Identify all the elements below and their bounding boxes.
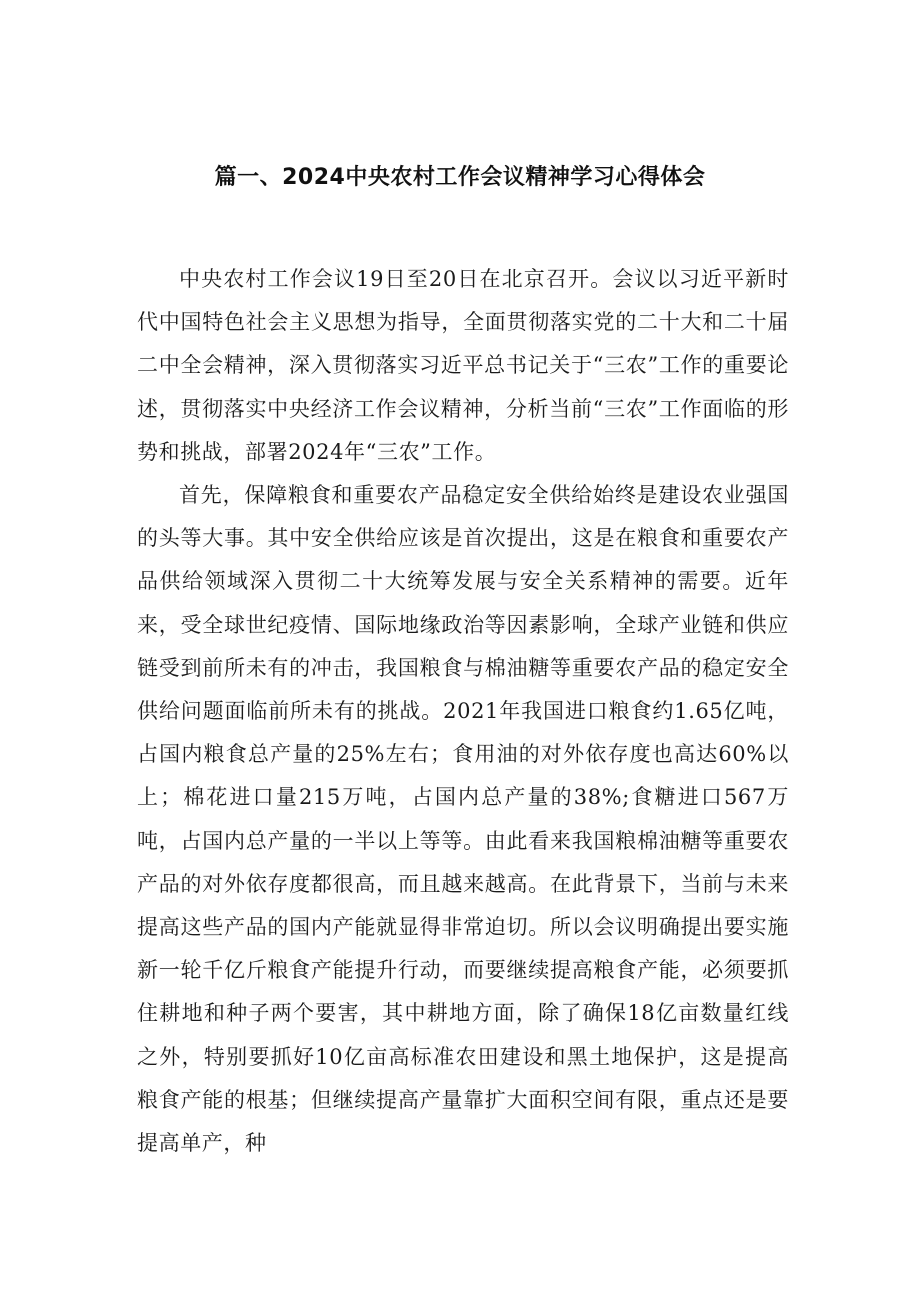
document-title: 篇一、2024中央农村工作会议精神学习心得体会 [214,165,706,190]
paragraph-1: 中央农村工作会议19日至20日在北京召开。会议以习近平新时代中国特色社会主义思想为指导，全面贯彻落实党的二十大和二十届二中全会精神，深入贯彻落实习近平总书记关于“三农”工作的重要论述，贯彻落实中央经济工作会议精神，分析当前“三农”工作面临的形势和挑战，部署2024年“三农”工作。 [137,267,789,464]
paragraph-2: 首先，保障粮食和重要农产品稳定安全供给始终是建设农业强国的头等大事。其中安全供给应该是首次提出，这是在粮食和重要农产品供给领域深入贯彻二十大统筹发展与安全关系精神的需要。近年来，受全球世纪疫情、国际地缘政治等因素影响，全球产业链和供应链受到前所未有的冲击，我国粮食与棉油糖等重要农产品的稳定安全供给问题面临前所未有的挑战。2021年我国进口粮食约1.65亿吨，占国内粮食总产量的25%左右；食用油的对外依存度也高达60%以上；棉花进口量215万吨，占国内总产量的38%;食糖进口567万吨，占国内总产量的一半以上等等。由此看来我国粮棉油糖等重要农产品的对外依存度都很高，而且越来越高。在此背景下，当前与未来提高这些产品的国内产能就显得非常迫切。所以会议明确提出要实施新一轮千亿斤粮食产能提升行动，而要继续提高粮食产能，必须要抓住耕地和种子两个要害，其中耕地方面，除了确保18亿亩数量红线之外，特别要抓好10亿亩高标准农田建设和黑土地保护，这是提高粮食产能的根基；但继续提高产量靠扩大面积空间有限，重点还是要提高单产，种 [137,483,789,1156]
document-body [137,258,789,1165]
